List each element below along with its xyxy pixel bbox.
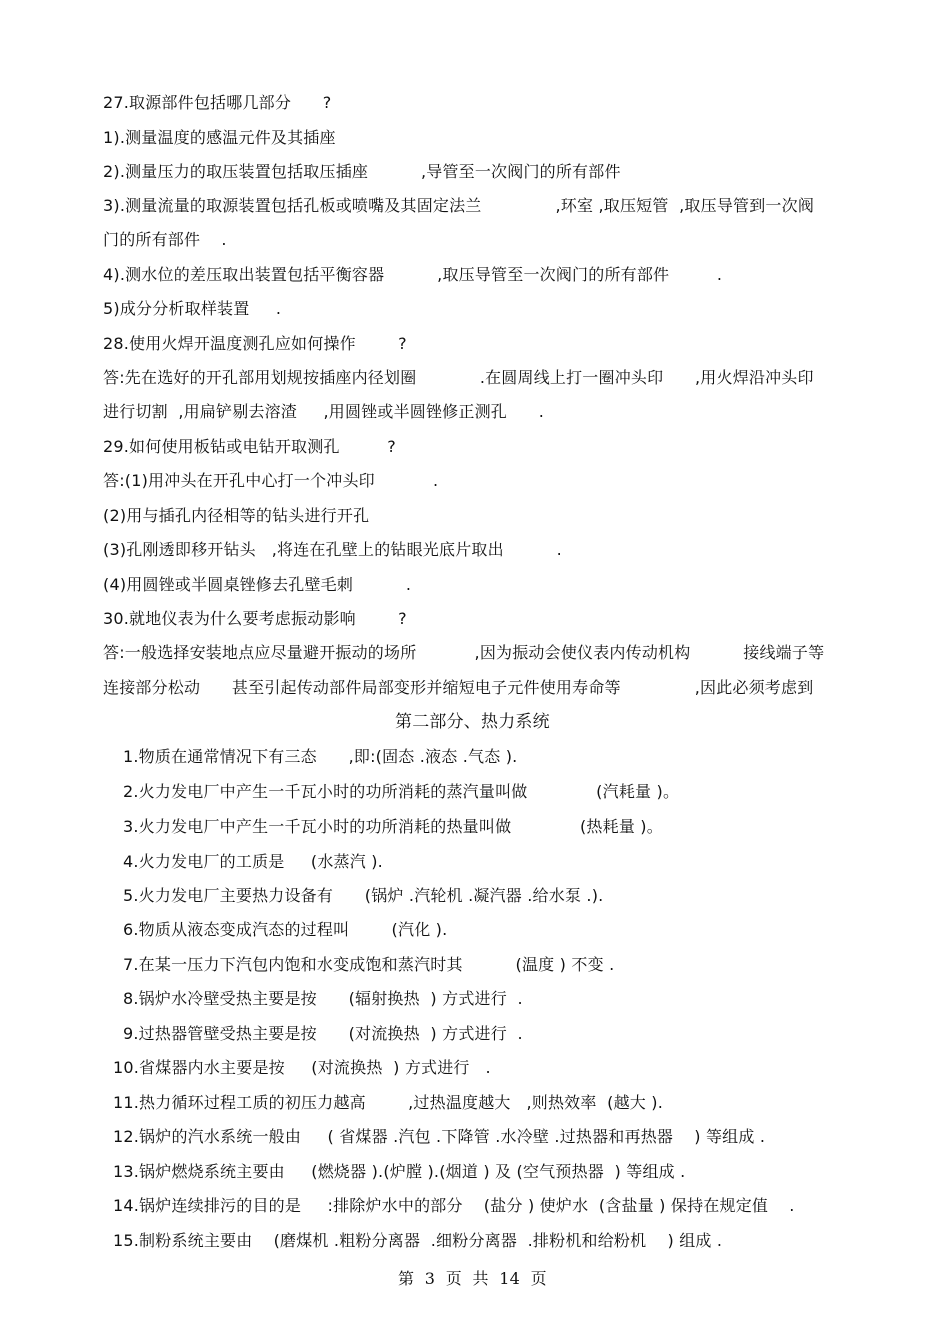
list-item: 7.在某一压力下汽包内饱和水变成饱和蒸汽时其 (温度 ) 不变 . — [123, 955, 615, 974]
answer-line: 3).测量流量的取源装置包括孔板或喷嘴及其固定法兰 ,环室 ,取压短管 ,取压导管到一次阀 — [103, 196, 815, 215]
list-item: 1.物质在通常情况下有三态 ,即:(固态 .液态 .气态 ). — [123, 747, 518, 766]
answer-line: (2)用与插孔内径相等的钻头进行开孔 — [103, 506, 370, 525]
question-30: 30.就地仪表为什么要考虑振动影响 ? — [103, 609, 407, 628]
answer-line: 2).测量压力的取压装置包括取压插座 ,导管至一次阀门的所有部件 — [103, 162, 621, 181]
section-heading: 第二部分、热力系统 — [395, 712, 550, 732]
answer-line: (3)孔刚透即移开钻头 ,将连在孔壁上的钻眼光底片取出 . — [103, 540, 562, 559]
answer-line: 答:先在选好的开孔部用划规按插座内径划圈 .在圆周线上打一圈冲头印 ,用火焊沿冲头印 — [103, 368, 814, 387]
answer-line: 答:(1)用冲头在开孔中心打一个冲头印 . — [103, 471, 439, 490]
list-item: 14.锅炉连续排污的目的是 :排除炉水中的部分 (盐分 ) 使炉水 (含盐量 ) 保持在规定值 . — [113, 1196, 795, 1215]
list-item: 15.制粉系统主要由 (磨煤机 .粗粉分离器 .细粉分离器 .排粉机和给粉机 ) 组成 . — [113, 1231, 723, 1250]
question-27: 27.取源部件包括哪几部分 ? — [103, 93, 332, 112]
list-item: 2.火力发电厂中产生一千瓦小时的功所消耗的蒸汽量叫做 (汽耗量 )。 — [123, 782, 680, 801]
answer-line: 连接部分松动 甚至引起传动部件局部变形并缩短电子元件使用寿命等 ,因此必须考虑到 — [103, 678, 814, 697]
answer-line: 5)成分分析取样装置 . — [103, 299, 282, 318]
answer-line: 1).测量温度的感温元件及其插座 — [103, 128, 336, 147]
page-number: 第 3 页 共 14 页 — [398, 1269, 547, 1288]
list-item: 9.过热器管壁受热主要是按 (对流换热 ) 方式进行 . — [123, 1024, 523, 1043]
question-29: 29.如何使用板钻或电钻开取测孔 ? — [103, 437, 396, 456]
list-item: 10.省煤器内水主要是按 (对流换热 ) 方式进行 . — [113, 1058, 491, 1077]
list-item: 11.热力循环过程工质的初压力越高 ,过热温度越大 ,则热效率 (越大 ). — [113, 1093, 663, 1112]
list-item: 8.锅炉水冷壁受热主要是按 (辐射换热 ) 方式进行 . — [123, 989, 523, 1008]
list-item: 5.火力发电厂主要热力设备有 (锅炉 .汽轮机 .凝汽器 .给水泵 .). — [123, 886, 604, 905]
list-item: 6.物质从液态变成汽态的过程叫 (汽化 ). — [123, 920, 448, 939]
list-item: 3.火力发电厂中产生一千瓦小时的功所消耗的热量叫做 (热耗量 )。 — [123, 817, 663, 836]
answer-line: 4).测水位的差压取出装置包括平衡容器 ,取压导管至一次阀门的所有部件 . — [103, 265, 723, 284]
answer-line: 门的所有部件 . — [103, 230, 227, 249]
answer-line: (4)用圆锉或半圆桌锉修去孔壁毛刺 . — [103, 575, 412, 594]
list-item: 4.火力发电厂的工质是 (水蒸汽 ). — [123, 852, 383, 871]
answer-line: 进行切割 ,用扁铲剔去溶渣 ,用圆锉或半圆锉修正测孔 . — [103, 402, 544, 421]
list-item: 13.锅炉燃烧系统主要由 (燃烧器 ).(炉膛 ).(烟道 ) 及 (空气预热器 ) 等组成 . — [113, 1162, 686, 1181]
question-28: 28.使用火焊开温度测孔应如何操作 ? — [103, 334, 407, 353]
answer-line: 答:一般选择安装地点应尽量避开振动的场所 ,因为振动会使仪表内传动机构 接线端子等 — [103, 643, 825, 662]
list-item: 12.锅炉的汽水系统一般由 ( 省煤器 .汽包 .下降管 .水冷壁 .过热器和再热器 ) 等组成 . — [113, 1127, 766, 1146]
